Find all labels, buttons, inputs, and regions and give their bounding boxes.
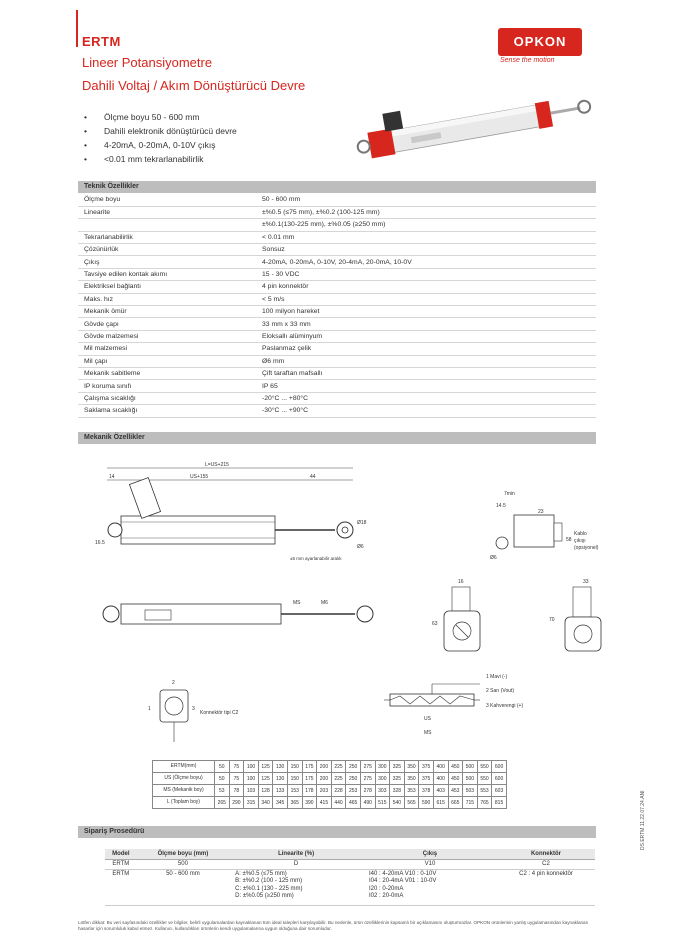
spec-key: Elektriksel bağlantı (78, 281, 258, 293)
output-option: I04 : 20-4mA V01 : 10-0V (369, 878, 437, 884)
dim-cell: 350 (404, 773, 419, 785)
order-header-range: Ölçme boyu (mm) (137, 849, 230, 859)
order-example-range: 500 (137, 859, 230, 869)
dim-cell: 290 (229, 797, 244, 809)
side-view-drawing (95, 458, 395, 568)
front-16-label: 16 (458, 579, 464, 585)
dim-cell: 400 (433, 761, 448, 773)
order-option-range: 50 - 600 mm (137, 869, 230, 905)
output-option: I20 : 0-20mA (369, 885, 404, 892)
spec-row (78, 194, 596, 206)
spec-row (78, 380, 596, 392)
order-header-model: Model (105, 849, 137, 859)
dim-cell: 130 (273, 761, 288, 773)
circuit-ms-label: MS (424, 730, 432, 736)
spec-key: Ölçme boyu (78, 194, 258, 206)
dim-cell: 133 (273, 785, 288, 797)
dim-row (153, 761, 507, 773)
spec-value: 15 - 30 VDC (258, 268, 596, 280)
spec-value: Çift taraftan mafsallı (258, 367, 596, 379)
feature-item: • <0.01 mm tekrarlanabilirlik (84, 152, 237, 166)
spec-value: Ø6 mm (258, 355, 596, 367)
connector-type-label: Konnektör tipi C2 (200, 710, 239, 716)
connector-drawing (140, 670, 280, 750)
dim-cell: 665 (448, 797, 463, 809)
dim-cell: 125 (258, 761, 273, 773)
spec-value: 4-20mA, 0-20mA, 0-10V, 20-4mA, 20-0mA, 10-0V (258, 256, 596, 268)
dim-cell: 315 (244, 797, 259, 809)
dim-cell: 325 (390, 773, 405, 785)
spec-key: Saklama sıcaklığı (78, 405, 258, 417)
dim-6-label: Ø6 (357, 544, 364, 550)
dim-cell: 390 (302, 797, 317, 809)
order-example-output: V10 (363, 859, 497, 869)
spec-key: Tavsiye edilen kontak akımı (78, 268, 258, 280)
front-33-label: 33 (583, 579, 589, 585)
order-example-connector: C2 (497, 859, 595, 869)
dim-cell: 328 (390, 785, 405, 797)
feature-item: • 4-20mA, 0-20mA, 0-10V çıkış (84, 138, 237, 152)
order-header-linearity: Linearite (%) (229, 849, 363, 859)
spec-row (78, 343, 596, 355)
dimension-table (152, 760, 507, 809)
dim-cell: 400 (433, 773, 448, 785)
order-header-connector: Konnektör (497, 849, 595, 859)
dim-cell: 553 (477, 785, 492, 797)
document-code: DS.ERTM.11.22.07.24.ANI (640, 790, 646, 850)
spec-value: 4 pin konnektör (258, 281, 596, 293)
front-view-drawing-1 (430, 575, 500, 665)
dim-cell: 465 (346, 797, 361, 809)
spec-value: ±%0.1(130-225 mm), ±%0.05 (≥250 mm) (258, 219, 596, 231)
dim-cell: 590 (419, 797, 434, 809)
front-63-label: 63 (432, 621, 438, 627)
side-58-label: 58 (566, 537, 572, 543)
spec-row (78, 405, 596, 417)
front-70-label: 70 (549, 617, 555, 623)
dim-cell: 340 (258, 797, 273, 809)
spec-table (78, 194, 596, 418)
dim-cell: 175 (302, 773, 317, 785)
dim-cell: 150 (287, 773, 302, 785)
order-header-output: Çıkış (363, 849, 497, 859)
subtitle-line-1: Lineer Potansiyometre (82, 55, 213, 70)
dim-cell: 453 (448, 785, 463, 797)
dim-cell: 103 (244, 785, 259, 797)
dim-cell: 500 (463, 761, 478, 773)
side-7min-label: 7min (504, 491, 515, 497)
dim-m6-label: M6 (321, 600, 328, 606)
dim-cell: 550 (477, 761, 492, 773)
dim-cell: 345 (273, 797, 288, 809)
page-title: ERTM (82, 34, 121, 49)
spec-row (78, 268, 596, 280)
dim-cell: 350 (404, 761, 419, 773)
side-14-5-label: 14.5 (496, 503, 506, 509)
order-option-output (363, 869, 497, 905)
spec-value: 100 milyon hareket (258, 306, 596, 318)
spec-key: Gövde çapı (78, 318, 258, 330)
dim-cell: 550 (477, 773, 492, 785)
spec-value: Sonsuz (258, 244, 596, 256)
dim-cell: 353 (404, 785, 419, 797)
pin-3-label: 3 (192, 706, 195, 712)
dim-cell: 278 (360, 785, 375, 797)
dim-row-label: US (Ölçme boyu) (153, 773, 215, 785)
wire-1-label: 1 Mavi (-) (486, 674, 508, 680)
dim-cell: 125 (258, 773, 273, 785)
circuit-us-label: US (424, 716, 431, 722)
spec-row (78, 206, 596, 218)
dim-cell: 275 (360, 773, 375, 785)
spec-row (78, 231, 596, 243)
cable-note-2: çıkışı (574, 538, 586, 544)
dim-cell: 540 (390, 797, 405, 809)
linearity-option: C: ±%0.1 (130 - 225 mm) (235, 885, 303, 892)
subtitle-line-2: Dahili Voltaj / Akım Dönüştürücü Devre (82, 78, 306, 93)
spec-value: < 5 m/s (258, 293, 596, 305)
dim-cell: 503 (463, 785, 478, 797)
dim-cell: 200 (317, 761, 332, 773)
dim-cell: 178 (302, 785, 317, 797)
spec-key (78, 219, 258, 231)
feature-item: • Dahili elektronik dönüştürücü devre (84, 124, 237, 138)
spec-value: < 0.01 mm (258, 231, 596, 243)
dim-cell: 275 (360, 761, 375, 773)
title-accent-bar (76, 10, 78, 47)
dim-cell: 153 (287, 785, 302, 797)
dim-cell: 100 (244, 761, 259, 773)
spec-row (78, 256, 596, 268)
logo-tagline: Sense the motion (500, 57, 555, 64)
dim-cell: 440 (331, 797, 346, 809)
circuit-diagram (380, 670, 580, 740)
dim-cell: 450 (448, 773, 463, 785)
dim-cell: 300 (375, 761, 390, 773)
pin-1-label: 1 (148, 706, 151, 712)
dim-cell: 375 (419, 773, 434, 785)
front-view-drawing-2 (545, 575, 615, 665)
end-view-drawing (490, 485, 610, 565)
dim-row (153, 773, 507, 785)
linearity-option: D: ±%0.05 (≥250 mm) (235, 893, 294, 899)
dim-cell: 515 (375, 797, 390, 809)
dim-cell: 715 (463, 797, 478, 809)
spec-row (78, 244, 596, 256)
spec-value: IP 65 (258, 380, 596, 392)
spec-value: ±%0.5 (≤75 mm), ±%0.2 (100-125 mm) (258, 206, 596, 218)
top-view-drawing (95, 590, 395, 635)
dim-cell: 365 (287, 797, 302, 809)
dim-cell: 228 (331, 785, 346, 797)
feature-item: • Ölçme boyu 50 - 600 mm (84, 110, 237, 124)
spec-row (78, 392, 596, 404)
dim-row-label: MS (Mekanik boy) (153, 785, 215, 797)
dim-cell: 325 (390, 761, 405, 773)
spec-value: 50 - 600 mm (258, 194, 596, 206)
side-6-label: Ø6 (490, 555, 497, 561)
dim-cell: 200 (317, 773, 332, 785)
dim-cell: 265 (215, 797, 230, 809)
feature-list (84, 110, 237, 166)
dim-44-label: 44 (310, 474, 316, 480)
spec-key: Mil çapı (78, 355, 258, 367)
order-option-model: ERTM (105, 869, 137, 905)
dim-cell: 50 (215, 773, 230, 785)
dim-cell: 303 (375, 785, 390, 797)
dim-cell: 50 (215, 761, 230, 773)
dim-cell: 765 (477, 797, 492, 809)
cable-note-1: Kablo (574, 531, 587, 537)
section-heading-order: Sipariş Prosedürü (78, 826, 596, 838)
spec-key: Çözünürlük (78, 244, 258, 256)
dim-cell: 225 (331, 773, 346, 785)
dim-l-label: L=US+215 (205, 462, 229, 468)
dim-cell: 378 (419, 785, 434, 797)
linearity-option: A: ±%0.5 (≤75 mm) (235, 870, 287, 877)
linearity-option: B: ±%0.2 (100 - 125 mm) (235, 878, 303, 884)
dim-cell: 75 (229, 773, 244, 785)
dim-cell: 600 (492, 773, 507, 785)
pin-2-label: 2 (172, 680, 175, 686)
output-option: I40 : 4-20mA V10 : 0-10V (369, 870, 437, 877)
spec-row (78, 367, 596, 379)
dim-cell: 250 (346, 761, 361, 773)
spec-row (78, 318, 596, 330)
side-23-label: 23 (538, 509, 544, 515)
dim-16-5-label: 16.5 (95, 540, 105, 546)
spec-key: Maks. hız (78, 293, 258, 305)
spec-key: Tekrarlanabilirlik (78, 231, 258, 243)
adjust-note: ±5 mm ayarlanabilir aralık (290, 556, 342, 561)
wire-2-label: 2 Sarı (Vout) (486, 688, 515, 694)
spec-key: Gövde malzemesi (78, 330, 258, 342)
spec-key: Mekanik sabitleme (78, 367, 258, 379)
wire-3-label: 3 Kahverengi (+) (486, 703, 524, 709)
dim-cell: 600 (492, 761, 507, 773)
spec-value: Paslanmaz çelik (258, 343, 596, 355)
dim-14-label: 14 (109, 474, 115, 480)
spec-row (78, 293, 596, 305)
dim-row (153, 797, 507, 809)
dim-cell: 403 (433, 785, 448, 797)
dim-cell: 75 (229, 761, 244, 773)
dim-cell: 128 (258, 785, 273, 797)
spec-row (78, 306, 596, 318)
dim-cell: 225 (331, 761, 346, 773)
spec-value: -30°C ... +90°C (258, 405, 596, 417)
dim-row-label: L (Toplam boy) (153, 797, 215, 809)
dim-cell: 250 (346, 773, 361, 785)
dim-row-label: ERTM(mm) (153, 761, 215, 773)
dim-cell: 300 (375, 773, 390, 785)
logo-text: OPKON (498, 28, 582, 56)
spec-key: Çalışma sıcaklığı (78, 392, 258, 404)
section-heading-mechanical: Mekanik Özellikler (78, 432, 596, 444)
dim-ms-label: MS (293, 600, 301, 606)
dim-cell: 490 (360, 797, 375, 809)
spec-value: 33 mm x 33 mm (258, 318, 596, 330)
spec-row (78, 330, 596, 342)
order-example-linearity: D (229, 859, 363, 869)
footnote: Lütfen dikkat: Bu veri sayfasındaki özellikler ve bilgiler, belirli uygulamalardan kaynaklanan tüm ideal talepleri karşılayabilir. Bu nedenle, ürün özelliklerinin kapsamlı bir açıklamasını oluşturmazlar. OPKON ürünlerinin yanlış uygulamasından kaynaklanan hasarlar için sorumluluk kabul etmez. Kullanıcı, kullandıkları ürünlerin kendi uygulamalarına uygun olduğuna dair sorumludur. (78, 920, 589, 931)
spec-row (78, 355, 596, 367)
dim-cell: 203 (317, 785, 332, 797)
dim-cell: 615 (433, 797, 448, 809)
order-option-linearity (229, 869, 363, 905)
dim-cell: 415 (317, 797, 332, 809)
spec-row (78, 281, 596, 293)
dim-cell: 500 (463, 773, 478, 785)
cable-note-3: (opsiyonel) (574, 545, 599, 551)
dim-18-label: Ø18 (357, 520, 367, 526)
dim-cell: 175 (302, 761, 317, 773)
dim-cell: 53 (215, 785, 230, 797)
order-option-connector: C2 : 4 pin konnektör (497, 869, 595, 905)
section-heading-specs: Teknik Özellikler (78, 181, 596, 193)
opkon-logo (498, 28, 582, 66)
dim-row (153, 785, 507, 797)
spec-key: Çıkış (78, 256, 258, 268)
dim-cell: 253 (346, 785, 361, 797)
spec-value: -20°C ... +80°C (258, 392, 596, 404)
spec-row (78, 219, 596, 231)
order-example-model: ERTM (105, 859, 137, 869)
order-table (105, 849, 595, 906)
dim-cell: 150 (287, 761, 302, 773)
spec-key: Mil malzemesi (78, 343, 258, 355)
spec-key: Mekanik ömür (78, 306, 258, 318)
dim-cell: 450 (448, 761, 463, 773)
dim-cell: 815 (492, 797, 507, 809)
spec-key: IP koruma sınıfı (78, 380, 258, 392)
dim-cell: 603 (492, 785, 507, 797)
spec-value: Eloksallı alüminyum (258, 330, 596, 342)
dim-cell: 100 (244, 773, 259, 785)
spec-key: Linearite (78, 206, 258, 218)
dim-cell: 375 (419, 761, 434, 773)
output-option: I02 : 20-0mA (369, 893, 404, 899)
product-photo (350, 92, 600, 162)
dim-cell: 130 (273, 773, 288, 785)
dim-cell: 565 (404, 797, 419, 809)
dim-cell: 78 (229, 785, 244, 797)
dim-us-label: US+155 (190, 474, 209, 480)
